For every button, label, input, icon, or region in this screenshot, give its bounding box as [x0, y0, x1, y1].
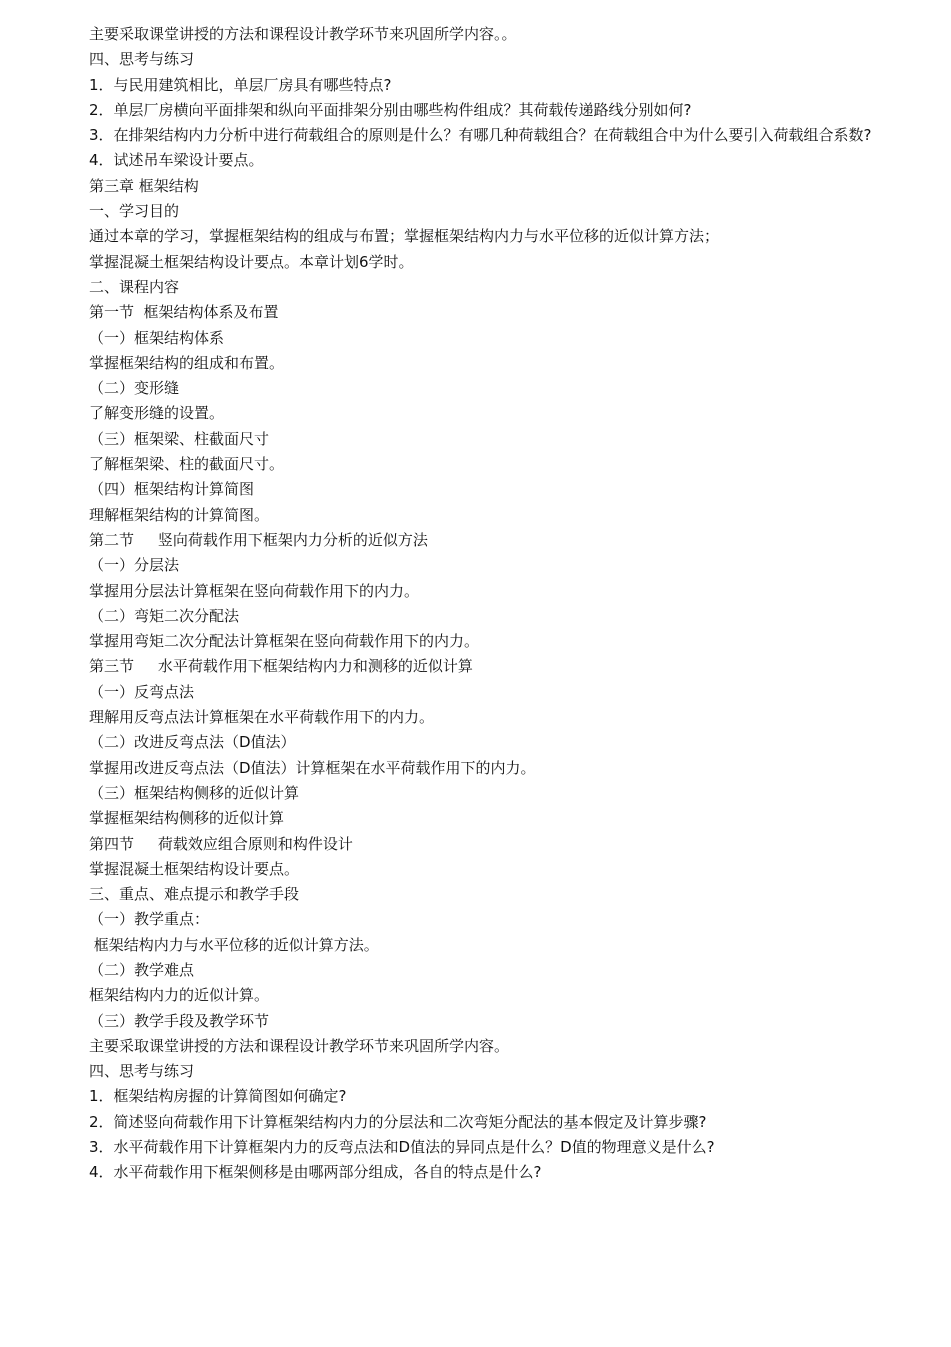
chapter-title: 第三章 框架结构: [89, 176, 199, 195]
question-item: 1．框架结构房握的计算简图如何确定?: [89, 1087, 347, 1106]
question-item: 4．水平荷载作用下框架侧移是由哪两部分组成，各自的特点是什么?: [89, 1163, 542, 1182]
question-item: 2．简述竖向荷载作用下计算框架结构内力的分层法和二次弯矩分配法的基本假定及计算步骤?: [89, 1112, 707, 1131]
text-line: 框架结构内力的近似计算。: [89, 986, 270, 1005]
text-line: 框架结构内力与水平位移的近似计算方法。: [89, 935, 379, 954]
text-line: 掌握框架结构侧移的近似计算: [89, 809, 285, 828]
question-item: 3．在排架结构内力分析中进行荷载组合的原则是什么？有哪几种荷载组合？在荷载组合中为什么要引入荷载组合系数?: [89, 126, 872, 145]
section-heading: 三、重点、难点提示和教学手段: [89, 885, 300, 904]
text-line: 掌握框架结构的组成和布置。: [89, 353, 285, 372]
text-line: 主要采取课堂讲授的方法和课程设计教学环节来巩固所学内容。。: [89, 25, 517, 43]
text-line: 主要采取课堂讲授的方法和课程设计教学环节来巩固所学内容。: [89, 1036, 510, 1055]
text-line: 理解用反弯点法计算框架在水平荷载作用下的内力。: [89, 708, 435, 727]
item-heading: （三）教学手段及教学环节: [89, 1011, 270, 1030]
text-line: 掌握用改进反弯点法（D值法）计算框架在水平荷载作用下的内力。: [89, 758, 536, 777]
question-item: 4．试述吊车梁设计要点。: [89, 151, 264, 170]
question-item: 1．与民用建筑相比，单层厂房具有哪些特点?: [89, 75, 392, 94]
item-heading: （三）框架结构侧移的近似计算: [89, 783, 300, 802]
item-heading: （二）弯矩二次分配法: [89, 606, 240, 625]
item-heading: （三）框架梁、柱截面尺寸: [89, 429, 270, 448]
section-heading: 二、课程内容: [89, 277, 180, 296]
text-line: 了解变形缝的设置。: [89, 404, 225, 423]
item-heading: （二）教学难点: [89, 960, 195, 979]
text-line: 理解框架结构的计算简图。: [89, 505, 270, 524]
item-heading: （二）变形缝: [89, 379, 180, 398]
section-heading: 四、思考与练习: [89, 50, 195, 69]
question-item: 3．水平荷载作用下计算框架内力的反弯点法和D值法的异同点是什么？D值的物理意义是什么?: [89, 1138, 715, 1157]
text-line: 掌握用分层法计算框架在竖向荷载作用下的内力。: [89, 581, 420, 600]
item-heading: （一）教学重点：: [89, 910, 210, 929]
subsection-heading: 第二节 竖向荷载作用下框架内力分析的近似方法: [89, 530, 428, 549]
text-line: 掌握混凝土框架结构设计要点。: [89, 859, 300, 878]
subsection-heading: 第一节 框架结构体系及布置: [89, 303, 279, 322]
section-heading: 一、学习目的: [89, 202, 180, 221]
document-body: [56, 22, 896, 1186]
subsection-heading: 第三节 水平荷载作用下框架结构内力和测移的近似计算: [89, 657, 473, 676]
item-heading: （四）框架结构计算简图: [89, 480, 255, 499]
text-line: 掌握混凝土框架结构设计要点。本章计划6学时。: [89, 252, 414, 271]
section-heading: 四、思考与练习: [89, 1062, 195, 1081]
item-heading: （一）反弯点法: [89, 682, 195, 701]
question-item: 2．单层厂房横向平面排架和纵向平面排架分别由哪些构件组成？其荷载传递路线分别如何?: [89, 100, 692, 119]
text-line: 了解框架梁、柱的截面尺寸。: [89, 455, 285, 474]
item-heading: （二）改进反弯点法（D值法）: [89, 733, 296, 752]
text-line: 掌握用弯矩二次分配法计算框架在竖向荷载作用下的内力。: [89, 632, 480, 651]
item-heading: （一）分层法: [89, 556, 180, 575]
text-line: 通过本章的学习，掌握框架结构的组成与布置；掌握框架结构内力与水平位移的近似计算方法；: [89, 227, 720, 246]
subsection-heading: 第四节 荷载效应组合原则和构件设计: [89, 834, 353, 853]
item-heading: （一）框架结构体系: [89, 328, 225, 347]
